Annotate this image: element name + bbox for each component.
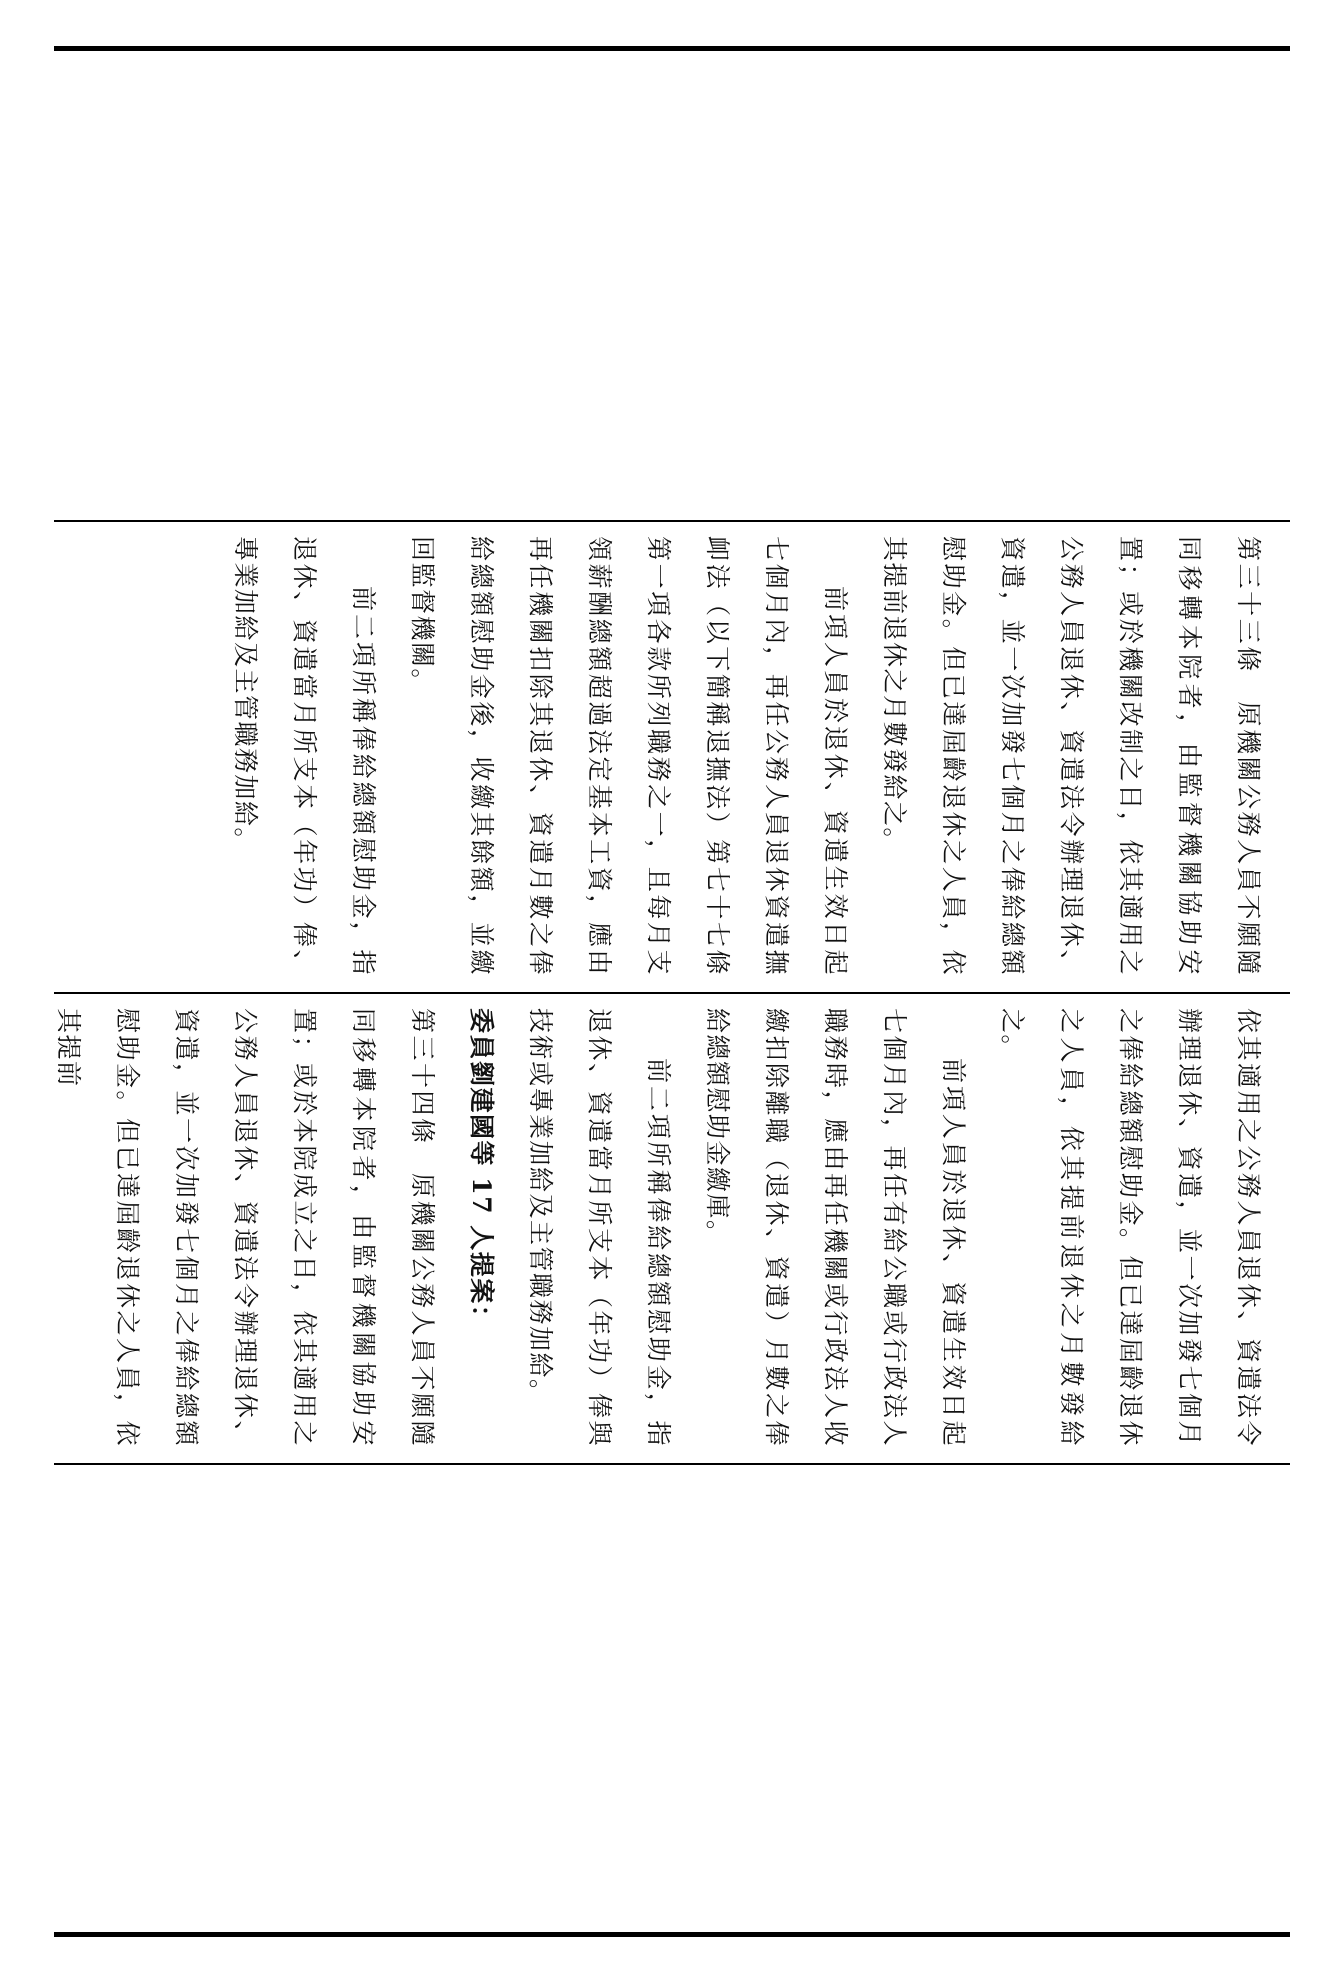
article-33-paragraph-2: 前項人員於退休、資遣生效日起七個月內，再任公務人員退休資遣撫卹法（以下簡稱退撫法）第七十七條第一項各款所列職務之一，且每月支領薪酬總額超過法定基本工資，應由再任機關扣除其退休、資遣月數之俸給總額慰助金後，收繳其餘額，並繳回監督機關。 (408, 536, 850, 976)
left-paragraph-1: 依其適用之公務人員退休、資遣法令辦理退休、資遣，並一次加發七個月之俸給總額慰助金。但已達屆齡退休之人員，依其提前退休之月數發給之。 (998, 1008, 1263, 1447)
left-paragraph-2: 前項人員於退休、資遣生效日起七個月內，再任有給公職或行政法人職務時，應由再任機關或行政法人收繳扣除離職（退休、資遣）月數之俸給總額慰助金繳庫。 (703, 1008, 968, 1447)
left-column (54, 994, 1290, 1463)
article-33-paragraph-3: 前二項所稱俸給總額慰助金，指退休、資遣當月所支本（年功）俸、專業加給及主管職務加給。 (231, 536, 378, 976)
top-rule (54, 46, 1290, 51)
right-column-text (54, 522, 1290, 992)
proposal-heading: 委員劉建國等 17 人提案： (467, 1008, 496, 1332)
table-bottom-border (54, 1463, 1290, 1465)
left-paragraph-3: 前二項所稱俸給總額慰助金，指退休、資遣當月所支本（年功）俸與技術或專業加給及主管職務加給。 (526, 1008, 673, 1447)
left-column-text (54, 994, 1290, 1463)
article-34: 第三十四條 原機關公務人員不願隨同移轉本院者，由監督機關協助安置；或於本院成立之日，依其適用之公務人員退休、資遣法令辦理退休、資遣，並一次加發七個月之俸給總額慰助金。但已達屆齡退休之人員，依其提前 (54, 1008, 437, 1447)
article-33: 第三十三條 原機關公務人員不願隨同移轉本院者，由監督機關協助安置；或於機關改制之日，依其適用之公務人員退休、資遣法令辦理退休、資遣，並一次加發七個月之俸給總額慰助金。但已達屆齡退休之人員，依其提前退休之月數發給之。 (880, 536, 1263, 976)
bottom-rule (54, 1932, 1290, 1937)
right-column (54, 522, 1290, 992)
